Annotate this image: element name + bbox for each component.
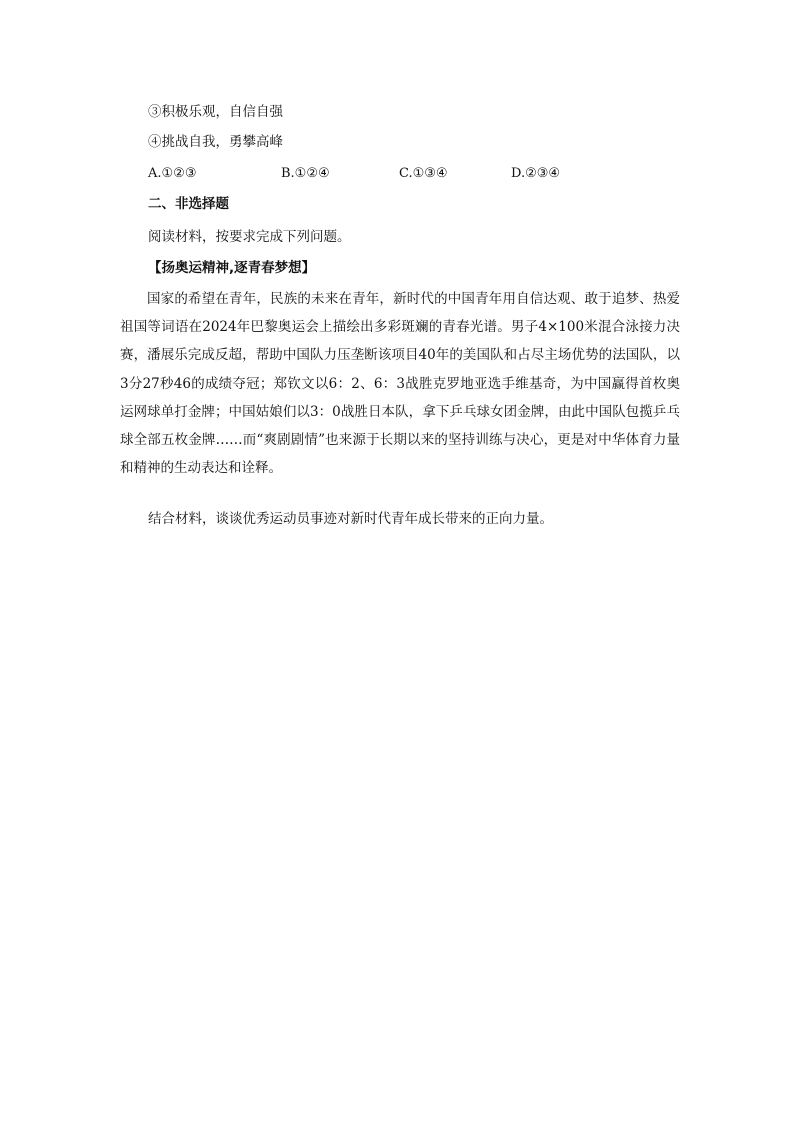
- choice-a: A.①②③: [148, 166, 197, 181]
- option-item-3: ③积极乐观，自信自强: [148, 104, 283, 120]
- instruction-text: 阅读材料，按要求完成下列问题。: [148, 229, 351, 245]
- material-paragraph: 国家的希望在青年，民族的未来在青年，新时代的中国青年用自信达观、敢于追梦、热爱祖国等词语在2024年巴黎奥运会上描绘出多彩斑斓的青春光谱。男子4×100米混合泳接力决赛，潘展乐完成反超，帮助中国队力压垄断该项目40年的美国队和占尽主场优势的法国队，以3分27秒46的成绩夺冠；郑钦文以6：2、6：3战胜克罗地亚选手维基奇，为中国赢得首枚奥运网球单打金牌；中国姑娘们以3：0战胜日本队，拿下乒乓球女团金牌，由此中国队包揽乒乓球全部五枚金牌……而“爽剧剧情”也来源于长期以来的坚持训练与决心，更是对中华体育力量和精神的生动表达和诠释。: [120, 291, 680, 477]
- choice-d: D.②③④: [511, 166, 561, 181]
- section-heading: 二、非选择题: [148, 196, 229, 212]
- choice-c: C.①③④: [399, 166, 448, 181]
- option-item-4: ④挑战自我，勇攀高峰: [148, 134, 283, 150]
- question-text: 结合材料，谈谈优秀运动员事迹对新时代青年成长带来的正向力量。: [148, 511, 553, 527]
- choice-b: B.①②④: [281, 166, 330, 181]
- material-title: 【扬奥运精神,逐青春梦想】: [148, 260, 316, 276]
